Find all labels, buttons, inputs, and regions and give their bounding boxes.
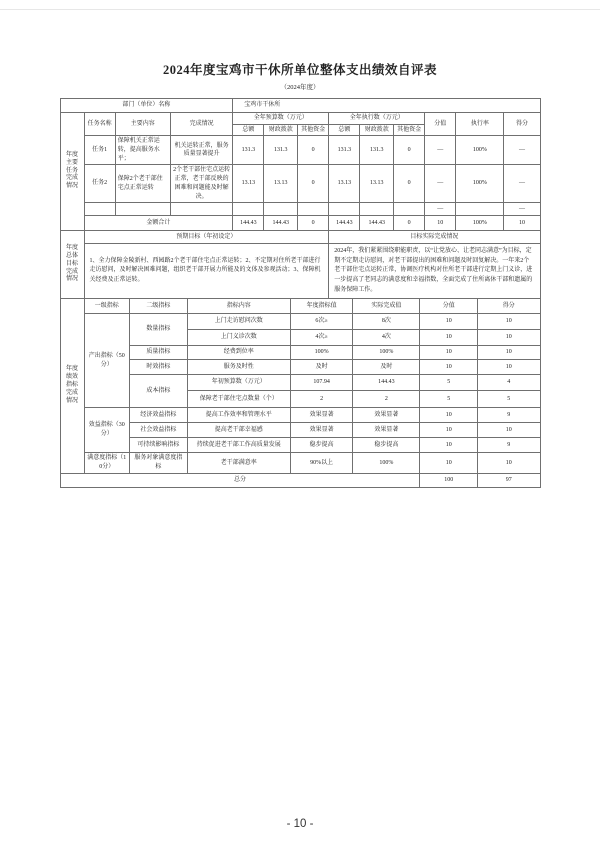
indicator-content-cell: 上门走访慰问次数 bbox=[187, 314, 290, 330]
indicator-score-cell: 10 bbox=[478, 423, 540, 438]
exec-rate-sum: 100% bbox=[456, 216, 504, 231]
indicator-points-cell: 5 bbox=[420, 375, 478, 391]
col-header-score: 得分 bbox=[504, 113, 540, 136]
goals-expected-header: 预期目标（年初设定） bbox=[84, 231, 329, 244]
score-cell: — bbox=[504, 203, 540, 216]
exec-total-cell: 13.13 bbox=[329, 165, 360, 203]
indicator-score-cell: 9 bbox=[478, 408, 540, 423]
budget-total-cell: 13.13 bbox=[233, 165, 264, 203]
indicator-row bbox=[60, 375, 540, 391]
budget-total-cell: 131.3 bbox=[233, 136, 264, 165]
tasks-total-row bbox=[60, 216, 540, 231]
goals-expected-text: 1、全力保障金陵新村、西园路2个老干部住宅点正常运转；2、不定期对住所老干部进行走访慰问，及时解决困难问题，组织老干部开展力所能及的文体及参观活动；3、保障机关经费及正常运转。 bbox=[84, 244, 329, 299]
points-sum: 10 bbox=[425, 216, 456, 231]
exec-rate-cell: 100% bbox=[456, 136, 504, 165]
col-header-l2: 二级指标 bbox=[130, 299, 188, 314]
budget-fiscal-sum: 144.43 bbox=[264, 216, 298, 231]
page-subtitle: （2024年度） bbox=[280, 84, 320, 91]
sub-social-cell: 社会效益指标 bbox=[130, 423, 188, 438]
col-header-points: 分值 bbox=[425, 113, 456, 136]
indicator-score-cell: 10 bbox=[478, 360, 540, 375]
indicator-row bbox=[60, 360, 540, 375]
indicator-target-cell: 效果显著 bbox=[290, 423, 352, 438]
exec-rate-cell: 100% bbox=[456, 165, 504, 203]
budget-other-cell: 0 bbox=[298, 136, 329, 165]
budget-total-sum: 144.43 bbox=[233, 216, 264, 231]
indicator-score-cell: 10 bbox=[478, 346, 540, 360]
goals-table bbox=[60, 230, 541, 299]
indicator-points-cell: 10 bbox=[420, 330, 478, 346]
indicator-actual-cell: 2 bbox=[353, 391, 420, 408]
exec-rate-cell bbox=[456, 203, 504, 216]
task-row-2 bbox=[60, 165, 540, 203]
task-completion-cell: 机关运转正常，服务质量显著提升 bbox=[170, 136, 232, 165]
exec-total-sum: 144.43 bbox=[329, 216, 360, 231]
indicator-target-cell: 107.94 bbox=[290, 375, 352, 391]
indicator-content-cell: 服务及时性 bbox=[187, 360, 290, 375]
indicator-score-cell: 10 bbox=[478, 314, 540, 330]
page-top-rule bbox=[0, 9, 600, 10]
sub-quantity-cell: 数量指标 bbox=[130, 314, 188, 346]
budget-total-cell bbox=[233, 203, 264, 216]
exec-other-sum: 0 bbox=[394, 216, 425, 231]
budget-fiscal-cell bbox=[264, 203, 298, 216]
indicator-row bbox=[60, 438, 540, 453]
sub-timeliness-cell: 时效指标 bbox=[130, 360, 188, 375]
indicator-target-cell: 4次≥ bbox=[290, 330, 352, 346]
points-cell: — bbox=[425, 136, 456, 165]
indicators-total-score: 97 bbox=[478, 473, 540, 487]
goals-actual-text: 2024年，我们紧紧围绕职能职责，以“让党放心、让老同志满意”为目标，定期不定期走访慰问，对老干部提出的困难和问题及时回复解决。一年来2个老干部住宅点运转正常，协调医疗机构对住所老干部进行定期上门义诊，进一步提高了老同志的满意度和幸福指数，全面完成了住所离休干部和遗属的服务保障工作。 bbox=[329, 244, 540, 299]
indicator-row bbox=[60, 453, 540, 473]
sub-economic-cell: 经济效益指标 bbox=[130, 408, 188, 423]
indicator-row bbox=[60, 346, 540, 360]
task-content-cell: 保障机关正常运转，提高服务水平； bbox=[115, 136, 170, 165]
indicator-target-cell: 100% bbox=[290, 346, 352, 360]
indicator-score-cell: 10 bbox=[478, 330, 540, 346]
task-row-empty bbox=[60, 203, 540, 216]
col-header-score: 得分 bbox=[478, 299, 540, 314]
indicators-section-label-cell bbox=[60, 299, 84, 473]
indicator-content-cell: 持续促进老干部工作高质量发展 bbox=[187, 438, 290, 453]
indicator-row bbox=[60, 408, 540, 423]
indicator-points-cell: 5 bbox=[420, 391, 478, 408]
points-cell: — bbox=[425, 203, 456, 216]
task-row-1 bbox=[60, 136, 540, 165]
col-header-budget-total: 总额 bbox=[233, 124, 264, 136]
indicator-content-cell: 老干部满意率 bbox=[187, 453, 290, 473]
col-header-budget-group: 全年预算数（万元） bbox=[233, 113, 329, 125]
indicator-points-cell: 10 bbox=[420, 314, 478, 330]
indicator-actual-cell: 8次 bbox=[353, 314, 420, 330]
indicators-total-row bbox=[60, 473, 540, 487]
indicator-points-cell: 10 bbox=[420, 346, 478, 360]
indicator-target-cell: 90%以上 bbox=[290, 453, 352, 473]
indicators-total-label: 总分 bbox=[60, 473, 420, 487]
indicator-content-cell: 经费到位率 bbox=[187, 346, 290, 360]
col-header-exec-total: 总额 bbox=[329, 124, 360, 136]
task-name-cell: 任务1 bbox=[84, 136, 115, 165]
col-header-l1: 一级指标 bbox=[84, 299, 130, 314]
dept-label: 部门（单位）名称 bbox=[60, 99, 233, 113]
indicator-target-cell: 及时 bbox=[290, 360, 352, 375]
indicator-actual-cell: 效果显著 bbox=[353, 423, 420, 438]
sub-sustain-cell: 可持续影响指标 bbox=[130, 438, 188, 453]
indicator-points-cell: 10 bbox=[420, 438, 478, 453]
col-header-exec-other: 其他资金 bbox=[394, 124, 425, 136]
indicators-table bbox=[60, 298, 541, 487]
budget-fiscal-cell: 13.13 bbox=[264, 165, 298, 203]
indicator-content-cell: 保障老干部住宅点数量（个） bbox=[187, 391, 290, 408]
task-completion-cell bbox=[170, 203, 232, 216]
indicator-content-cell: 提高老干部幸福感 bbox=[187, 423, 290, 438]
tasks-header-row-1 bbox=[60, 113, 540, 125]
indicator-actual-cell: 效果显著 bbox=[353, 408, 420, 423]
indicator-target-cell: 6次≥ bbox=[290, 314, 352, 330]
indicator-actual-cell: 144.43 bbox=[353, 375, 420, 391]
exec-total-cell: 131.3 bbox=[329, 136, 360, 165]
score-cell: — bbox=[504, 136, 540, 165]
col-header-task-name: 任务名称 bbox=[84, 113, 115, 136]
indicator-points-cell: 10 bbox=[420, 360, 478, 375]
indicator-content-cell: 年初预算数（万元） bbox=[187, 375, 290, 391]
page-title: 2024年度宝鸡市干休所单位整体支出绩效自评表 bbox=[162, 63, 437, 77]
task-content-cell: 保障2个老干部住宅点正常运转 bbox=[115, 165, 170, 203]
indicator-score-cell: 5 bbox=[478, 391, 540, 408]
goals-actual-header: 目标实际完成情况 bbox=[329, 231, 540, 244]
col-header-exec-group: 全年执行数（万元） bbox=[329, 113, 425, 125]
indicators-total-points: 100 bbox=[420, 473, 478, 487]
col-header-points: 分值 bbox=[420, 299, 478, 314]
col-header-main-content: 主要内容 bbox=[115, 113, 170, 136]
col-header-completion: 完成情况 bbox=[170, 113, 232, 136]
indicator-actual-cell: 4次 bbox=[353, 330, 420, 346]
tasks-section-label: 年度主要任务完成情况 bbox=[65, 152, 78, 190]
exec-other-cell bbox=[394, 203, 425, 216]
col-header-budget-fiscal: 财政拨款 bbox=[264, 124, 298, 136]
exec-fiscal-cell bbox=[360, 203, 394, 216]
indicator-target-cell: 2 bbox=[290, 391, 352, 408]
exec-fiscal-cell: 13.13 bbox=[360, 165, 394, 203]
indicator-row bbox=[60, 314, 540, 330]
task-completion-cell: 2个老干部住宅点运转正常，老干部反映的困难和问题能及时解决。 bbox=[170, 165, 232, 203]
col-header-exec-rate: 执行率 bbox=[456, 113, 504, 136]
col-header-target-value: 年度指标值 bbox=[290, 299, 352, 314]
budget-other-cell: 0 bbox=[298, 165, 329, 203]
page-number: - 10 - bbox=[286, 818, 314, 830]
goals-section-label: 年度总体目标完成情况 bbox=[65, 245, 78, 283]
exec-fiscal-cell: 131.3 bbox=[360, 136, 394, 165]
points-cell: — bbox=[425, 165, 456, 203]
goals-header-row bbox=[60, 231, 540, 244]
indicator-points-cell: 10 bbox=[420, 408, 478, 423]
sub-quality-cell: 质量指标 bbox=[130, 346, 188, 360]
indicator-target-cell: 稳步提高 bbox=[290, 438, 352, 453]
indicator-target-cell: 效果显著 bbox=[290, 408, 352, 423]
assessment-form bbox=[60, 98, 541, 488]
exec-total-cell bbox=[329, 203, 360, 216]
indicators-header-row bbox=[60, 299, 540, 314]
task-name-cell: 任务2 bbox=[84, 165, 115, 203]
score-cell: — bbox=[504, 165, 540, 203]
group-output-cell: 产出指标（50分） bbox=[84, 314, 130, 408]
budget-fiscal-cell: 131.3 bbox=[264, 136, 298, 165]
tasks-section-label-cell bbox=[60, 113, 84, 231]
col-header-exec-fiscal: 财政拨款 bbox=[360, 124, 394, 136]
sub-satisfaction-cell: 服务对象满意度指标 bbox=[130, 453, 188, 473]
indicator-points-cell: 10 bbox=[420, 453, 478, 473]
budget-other-cell bbox=[298, 203, 329, 216]
indicator-row bbox=[60, 423, 540, 438]
task-content-cell bbox=[115, 203, 170, 216]
indicator-actual-cell: 100% bbox=[353, 453, 420, 473]
dept-row bbox=[60, 99, 540, 113]
indicator-content-cell: 提高工作效率和管理水平 bbox=[187, 408, 290, 423]
indicator-score-cell: 4 bbox=[478, 375, 540, 391]
indicators-section-label: 年度绩效指标完成情况 bbox=[65, 366, 78, 404]
indicator-actual-cell: 100% bbox=[353, 346, 420, 360]
goals-section-label-cell bbox=[60, 231, 84, 299]
goals-content-row bbox=[60, 244, 540, 299]
col-header-budget-other: 其他资金 bbox=[298, 124, 329, 136]
exec-other-cell: 0 bbox=[394, 165, 425, 203]
budget-other-sum: 0 bbox=[298, 216, 329, 231]
score-sum: 10 bbox=[504, 216, 540, 231]
task-name-cell bbox=[84, 203, 115, 216]
exec-fiscal-sum: 144.43 bbox=[360, 216, 394, 231]
dept-value: 宝鸡市干休所 bbox=[233, 99, 540, 113]
tasks-total-label: 金额合计 bbox=[84, 216, 233, 231]
indicator-score-cell: 9 bbox=[478, 438, 540, 453]
col-header-actual-value: 实际完成值 bbox=[353, 299, 420, 314]
exec-other-cell: 0 bbox=[394, 136, 425, 165]
indicator-content-cell: 上门义诊次数 bbox=[187, 330, 290, 346]
group-benefit-cell: 效益指标（30分） bbox=[84, 408, 130, 453]
indicator-actual-cell: 及时 bbox=[353, 360, 420, 375]
indicator-points-cell: 10 bbox=[420, 423, 478, 438]
indicator-actual-cell: 稳步提高 bbox=[353, 438, 420, 453]
indicator-score-cell: 10 bbox=[478, 453, 540, 473]
tasks-table bbox=[60, 98, 541, 231]
group-satisfaction-cell: 满意度指标（10分） bbox=[84, 453, 130, 473]
sub-cost-cell: 成本指标 bbox=[130, 375, 188, 408]
col-header-indicator-content: 指标内容 bbox=[187, 299, 290, 314]
